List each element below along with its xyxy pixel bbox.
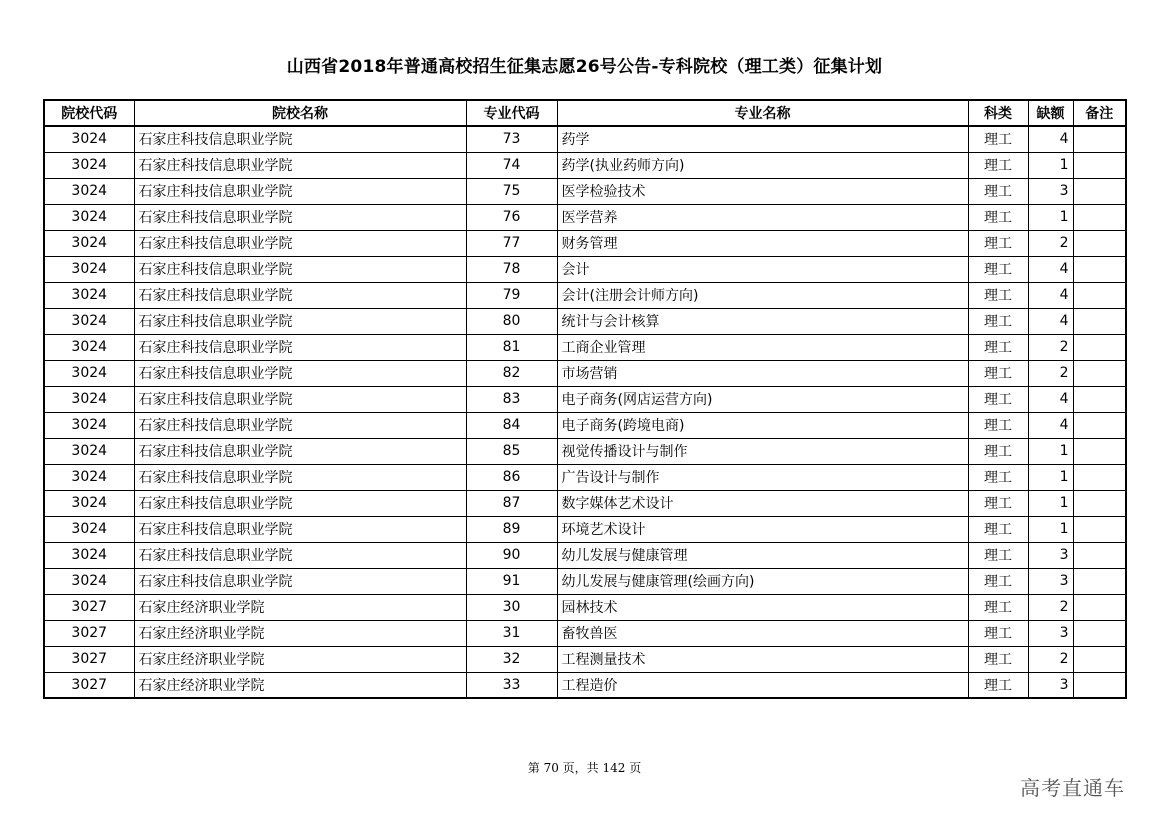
cell-major-name: 药学(执业药师方向): [557, 152, 968, 178]
cell-category: 理工: [968, 360, 1028, 386]
cell-vacancy: 1: [1028, 490, 1073, 516]
cell-major-code: 75: [466, 178, 557, 204]
cell-remarks: [1073, 542, 1126, 568]
cell-vacancy: 3: [1028, 620, 1073, 646]
cell-school-name: 石家庄科技信息职业学院: [134, 360, 466, 386]
cell-school-name: 石家庄经济职业学院: [134, 620, 466, 646]
table-row: [44, 256, 1126, 282]
cell-major-code: 86: [466, 464, 557, 490]
table-row: [44, 412, 1126, 438]
cell-category: 理工: [968, 230, 1028, 256]
cell-category: 理工: [968, 672, 1028, 698]
cell-major-name: 电子商务(网店运营方向): [557, 386, 968, 412]
cell-remarks: [1073, 360, 1126, 386]
cell-vacancy: 1: [1028, 204, 1073, 230]
cell-major-name: 市场营销: [557, 360, 968, 386]
table-row: [44, 542, 1126, 568]
cell-category: 理工: [968, 282, 1028, 308]
table-row: [44, 282, 1126, 308]
cell-major-name: 医学营养: [557, 204, 968, 230]
cell-remarks: [1073, 178, 1126, 204]
cell-school-name: 石家庄科技信息职业学院: [134, 230, 466, 256]
cell-major-name: 畜牧兽医: [557, 620, 968, 646]
table-row: [44, 360, 1126, 386]
table-row: [44, 594, 1126, 620]
cell-category: 理工: [968, 204, 1028, 230]
cell-major-name: 电子商务(跨境电商): [557, 412, 968, 438]
table-row: [44, 438, 1126, 464]
cell-major-code: 80: [466, 308, 557, 334]
table-row: [44, 646, 1126, 672]
cell-school-code: 3027: [44, 646, 134, 672]
cell-remarks: [1073, 490, 1126, 516]
cell-category: 理工: [968, 438, 1028, 464]
cell-school-name: 石家庄科技信息职业学院: [134, 438, 466, 464]
cell-major-code: 91: [466, 568, 557, 594]
cell-remarks: [1073, 334, 1126, 360]
cell-major-name: 统计与会计核算: [557, 308, 968, 334]
cell-remarks: [1073, 386, 1126, 412]
cell-school-code: 3024: [44, 568, 134, 594]
header-category: 科类: [968, 100, 1028, 126]
cell-category: 理工: [968, 178, 1028, 204]
cell-remarks: [1073, 646, 1126, 672]
cell-major-code: 83: [466, 386, 557, 412]
cell-major-name: 工程测量技术: [557, 646, 968, 672]
header-school-code: 院校代码: [44, 100, 134, 126]
cell-school-code: 3024: [44, 178, 134, 204]
table-row: [44, 672, 1126, 698]
cell-school-code: 3027: [44, 672, 134, 698]
cell-vacancy: 3: [1028, 672, 1073, 698]
cell-category: 理工: [968, 386, 1028, 412]
table-row: [44, 490, 1126, 516]
cell-remarks: [1073, 282, 1126, 308]
table-row: [44, 204, 1126, 230]
cell-remarks: [1073, 464, 1126, 490]
cell-remarks: [1073, 412, 1126, 438]
watermark-logo-text: 高考直通车: [1020, 776, 1125, 800]
cell-major-name: 会计: [557, 256, 968, 282]
cell-school-code: 3024: [44, 516, 134, 542]
cell-major-code: 81: [466, 334, 557, 360]
cell-vacancy: 2: [1028, 594, 1073, 620]
cell-major-code: 87: [466, 490, 557, 516]
cell-major-name: 环境艺术设计: [557, 516, 968, 542]
cell-remarks: [1073, 204, 1126, 230]
cell-category: 理工: [968, 412, 1028, 438]
cell-vacancy: 2: [1028, 334, 1073, 360]
cell-category: 理工: [968, 152, 1028, 178]
cell-major-name: 幼儿发展与健康管理: [557, 542, 968, 568]
table-row: [44, 620, 1126, 646]
cell-major-name: 幼儿发展与健康管理(绘画方向): [557, 568, 968, 594]
cell-remarks: [1073, 308, 1126, 334]
cell-school-name: 石家庄科技信息职业学院: [134, 282, 466, 308]
cell-school-name: 石家庄科技信息职业学院: [134, 386, 466, 412]
cell-category: 理工: [968, 308, 1028, 334]
cell-remarks: [1073, 672, 1126, 698]
cell-school-code: 3027: [44, 620, 134, 646]
cell-category: 理工: [968, 594, 1028, 620]
header-school-name: 院校名称: [134, 100, 466, 126]
cell-category: 理工: [968, 568, 1028, 594]
cell-major-code: 76: [466, 204, 557, 230]
cell-major-name: 园林技术: [557, 594, 968, 620]
table-row: [44, 230, 1126, 256]
table-row: [44, 308, 1126, 334]
cell-remarks: [1073, 620, 1126, 646]
cell-remarks: [1073, 230, 1126, 256]
cell-vacancy: 2: [1028, 230, 1073, 256]
cell-major-name: 广告设计与制作: [557, 464, 968, 490]
cell-category: 理工: [968, 126, 1028, 152]
cell-school-code: 3024: [44, 126, 134, 152]
header-vacancy: 缺额: [1028, 100, 1073, 126]
cell-school-code: 3024: [44, 412, 134, 438]
cell-school-code: 3027: [44, 594, 134, 620]
cell-school-name: 石家庄科技信息职业学院: [134, 152, 466, 178]
cell-major-code: 30: [466, 594, 557, 620]
cell-major-name: 医学检验技术: [557, 178, 968, 204]
cell-remarks: [1073, 256, 1126, 282]
page-number: 第 70 页，共 142 页: [527, 761, 642, 775]
cell-major-code: 73: [466, 126, 557, 152]
cell-school-name: 石家庄科技信息职业学院: [134, 126, 466, 152]
cell-vacancy: 4: [1028, 386, 1073, 412]
cell-vacancy: 4: [1028, 126, 1073, 152]
cell-category: 理工: [968, 256, 1028, 282]
cell-school-code: 3024: [44, 542, 134, 568]
cell-major-code: 84: [466, 412, 557, 438]
cell-category: 理工: [968, 542, 1028, 568]
cell-major-name: 工商企业管理: [557, 334, 968, 360]
cell-major-code: 77: [466, 230, 557, 256]
cell-school-code: 3024: [44, 152, 134, 178]
cell-vacancy: 1: [1028, 152, 1073, 178]
cell-category: 理工: [968, 464, 1028, 490]
cell-major-code: 90: [466, 542, 557, 568]
cell-school-name: 石家庄科技信息职业学院: [134, 490, 466, 516]
cell-major-name: 药学: [557, 126, 968, 152]
cell-school-name: 石家庄科技信息职业学院: [134, 516, 466, 542]
cell-category: 理工: [968, 646, 1028, 672]
cell-school-code: 3024: [44, 334, 134, 360]
cell-school-name: 石家庄经济职业学院: [134, 672, 466, 698]
cell-school-code: 3024: [44, 282, 134, 308]
cell-school-code: 3024: [44, 230, 134, 256]
cell-school-code: 3024: [44, 256, 134, 282]
cell-school-name: 石家庄科技信息职业学院: [134, 542, 466, 568]
cell-vacancy: 4: [1028, 308, 1073, 334]
cell-major-code: 79: [466, 282, 557, 308]
cell-major-code: 82: [466, 360, 557, 386]
cell-school-name: 石家庄科技信息职业学院: [134, 464, 466, 490]
cell-category: 理工: [968, 620, 1028, 646]
table-row: [44, 516, 1126, 542]
cell-remarks: [1073, 152, 1126, 178]
cell-major-code: 33: [466, 672, 557, 698]
table-row: [44, 152, 1126, 178]
cell-vacancy: 4: [1028, 412, 1073, 438]
header-remarks: 备注: [1073, 100, 1126, 126]
cell-vacancy: 4: [1028, 256, 1073, 282]
cell-remarks: [1073, 568, 1126, 594]
cell-category: 理工: [968, 516, 1028, 542]
cell-major-name: 工程造价: [557, 672, 968, 698]
cell-school-name: 石家庄科技信息职业学院: [134, 568, 466, 594]
header-major-code: 专业代码: [466, 100, 557, 126]
cell-major-code: 89: [466, 516, 557, 542]
cell-remarks: [1073, 438, 1126, 464]
cell-major-code: 32: [466, 646, 557, 672]
cell-vacancy: 2: [1028, 360, 1073, 386]
cell-school-code: 3024: [44, 204, 134, 230]
cell-vacancy: 1: [1028, 516, 1073, 542]
cell-major-name: 数字媒体艺术设计: [557, 490, 968, 516]
cell-school-name: 石家庄科技信息职业学院: [134, 178, 466, 204]
cell-school-code: 3024: [44, 490, 134, 516]
cell-vacancy: 1: [1028, 438, 1073, 464]
table-row: [44, 126, 1126, 152]
cell-major-code: 78: [466, 256, 557, 282]
cell-school-name: 石家庄经济职业学院: [134, 646, 466, 672]
cell-vacancy: 3: [1028, 568, 1073, 594]
cell-school-name: 石家庄科技信息职业学院: [134, 256, 466, 282]
cell-school-code: 3024: [44, 386, 134, 412]
table-row: [44, 178, 1126, 204]
cell-major-code: 31: [466, 620, 557, 646]
cell-major-name: 会计(注册会计师方向): [557, 282, 968, 308]
cell-major-code: 85: [466, 438, 557, 464]
table-row: [44, 386, 1126, 412]
cell-school-code: 3024: [44, 360, 134, 386]
cell-school-name: 石家庄科技信息职业学院: [134, 308, 466, 334]
cell-school-code: 3024: [44, 464, 134, 490]
cell-remarks: [1073, 516, 1126, 542]
cell-school-code: 3024: [44, 308, 134, 334]
enrollment-plan-table: [43, 99, 1127, 699]
table-row: [44, 568, 1126, 594]
cell-vacancy: 2: [1028, 646, 1073, 672]
cell-major-name: 视觉传播设计与制作: [557, 438, 968, 464]
page-title: 山西省2018年普通高校招生征集志愿26号公告-专科院校（理工类）征集计划: [286, 57, 883, 77]
cell-major-name: 财务管理: [557, 230, 968, 256]
cell-vacancy: 3: [1028, 178, 1073, 204]
cell-vacancy: 4: [1028, 282, 1073, 308]
cell-category: 理工: [968, 490, 1028, 516]
cell-vacancy: 3: [1028, 542, 1073, 568]
cell-remarks: [1073, 594, 1126, 620]
cell-remarks: [1073, 126, 1126, 152]
cell-vacancy: 1: [1028, 464, 1073, 490]
table-row: [44, 464, 1126, 490]
cell-school-name: 石家庄科技信息职业学院: [134, 334, 466, 360]
cell-category: 理工: [968, 334, 1028, 360]
table-row: [44, 334, 1126, 360]
cell-school-name: 石家庄科技信息职业学院: [134, 204, 466, 230]
cell-school-name: 石家庄科技信息职业学院: [134, 412, 466, 438]
cell-school-code: 3024: [44, 438, 134, 464]
cell-major-code: 74: [466, 152, 557, 178]
cell-school-name: 石家庄经济职业学院: [134, 594, 466, 620]
header-major-name: 专业名称: [557, 100, 968, 126]
table-header-row: [44, 100, 1126, 126]
